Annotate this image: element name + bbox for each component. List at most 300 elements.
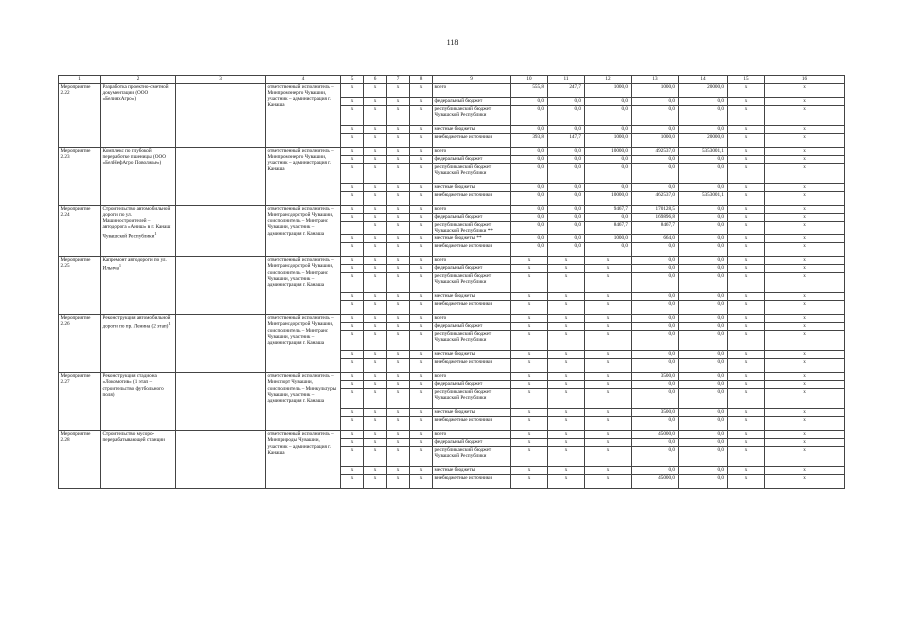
col-7-cell: x <box>387 222 410 235</box>
col-10-value: x <box>511 447 548 467</box>
col-12-value: x <box>585 431 632 439</box>
page-number: 118 <box>446 38 459 47</box>
col-12-value: x <box>585 359 632 373</box>
col-6-cell: x <box>364 417 387 431</box>
table-row <box>59 373 845 381</box>
funding-source: местные бюджеты <box>433 126 511 134</box>
funding-source: всего <box>433 315 511 323</box>
measure-code: Мероприятие 2.26 <box>59 315 101 373</box>
funding-source: местные бюджеты <box>433 293 511 301</box>
col-16-value: x <box>765 235 845 243</box>
col-11-value: x <box>548 439 585 447</box>
col-12-value: x <box>585 315 632 323</box>
col-13-value: 0,0 <box>632 184 679 192</box>
col-13-value: 169896,8 <box>632 214 679 222</box>
col-6-cell: x <box>364 447 387 467</box>
col-11-value: 0,0 <box>548 235 585 243</box>
col-16-value: x <box>765 447 845 467</box>
col-10-value: x <box>511 273 548 293</box>
col-15-value: x <box>728 323 765 331</box>
col-15-value: x <box>728 126 765 134</box>
col-14-value: 0,0 <box>679 257 728 265</box>
col-10-value: 0,0 <box>511 235 548 243</box>
col-12-value: x <box>585 447 632 467</box>
col-15-value: x <box>728 106 765 126</box>
col-16-value: x <box>765 373 845 381</box>
col-8-cell: x <box>410 257 433 265</box>
col-7-cell: x <box>387 331 410 351</box>
col-13-value: 0,0 <box>632 389 679 409</box>
col-5-cell: x <box>341 214 364 222</box>
col-15-value: x <box>728 214 765 222</box>
measure-executor: ответственный исполнитель – Минспорт Чувашии, соисполнитель – Минкультуры Чувашии, участник – администрация г. Канаша <box>266 373 341 431</box>
col-16-value: x <box>765 243 845 257</box>
column-number-cell: 1 <box>59 76 101 84</box>
col-8-cell: x <box>410 417 433 431</box>
col-16-value: x <box>765 98 845 106</box>
col-11-value: 0,0 <box>548 222 585 235</box>
col-5-cell: x <box>341 273 364 293</box>
col-12-value: 8467,7 <box>585 222 632 235</box>
col-6-cell: x <box>364 359 387 373</box>
measure-col-3 <box>176 206 266 257</box>
measure-executor: ответственный исполнитель – Минтрансдорстрой Чувашии, соисполнитель – Минтранс Чувашии, участник – администрация г. Канаша <box>266 315 341 373</box>
funding-source: всего <box>433 257 511 265</box>
funding-source: местные бюджеты <box>433 409 511 417</box>
col-11-value: x <box>548 359 585 373</box>
col-7-cell: x <box>387 439 410 447</box>
col-16-value: x <box>765 222 845 235</box>
col-15-value: x <box>728 351 765 359</box>
col-12-value: x <box>585 273 632 293</box>
col-11-value: 0,0 <box>548 184 585 192</box>
col-14-value: 20000,0 <box>679 84 728 98</box>
col-5-cell: x <box>341 323 364 331</box>
col-8-cell: x <box>410 265 433 273</box>
col-11-value: x <box>548 265 585 273</box>
col-14-value: 0,0 <box>679 265 728 273</box>
col-5-cell: x <box>341 98 364 106</box>
measure-name <box>101 257 176 315</box>
col-12-value: x <box>585 301 632 315</box>
col-10-value: x <box>511 373 548 381</box>
col-12-value: x <box>585 265 632 273</box>
col-11-value: x <box>548 301 585 315</box>
col-10-value: 0,0 <box>511 126 548 134</box>
col-5-cell: x <box>341 84 364 98</box>
measure-name <box>101 373 176 431</box>
col-7-cell: x <box>387 265 410 273</box>
funding-source: всего <box>433 373 511 381</box>
col-6-cell: x <box>364 156 387 164</box>
col-13-value: 462537,0 <box>632 192 679 206</box>
measure-col-3 <box>176 431 266 489</box>
table-row <box>59 431 845 439</box>
column-number-cell: 8 <box>410 76 433 84</box>
col-14-value: 0,0 <box>679 331 728 351</box>
funding-source: республиканский бюджет Чувашской Республики <box>433 273 511 293</box>
col-16-value: x <box>765 293 845 301</box>
col-16-value: x <box>765 409 845 417</box>
col-11-value: 0,0 <box>548 214 585 222</box>
col-13-value: 0,0 <box>632 331 679 351</box>
col-12-value: x <box>585 331 632 351</box>
col-15-value: x <box>728 475 765 489</box>
col-16-value: x <box>765 475 845 489</box>
col-10-value: x <box>511 409 548 417</box>
column-number-cell: 14 <box>679 76 728 84</box>
measure-executor: ответственный исполнитель – Минпромэнерго Чувашии, участник – администрация г. Канаша <box>266 148 341 206</box>
col-5-cell: x <box>341 417 364 431</box>
col-14-value: 0,0 <box>679 381 728 389</box>
col-6-cell: x <box>364 206 387 214</box>
measure-name <box>101 148 176 206</box>
funding-source: республиканский бюджет Чувашской Республики <box>433 331 511 351</box>
col-10-value: x <box>511 381 548 389</box>
col-8-cell: x <box>410 106 433 126</box>
col-16-value: x <box>765 156 845 164</box>
col-13-value: 0,0 <box>632 447 679 467</box>
col-5-cell: x <box>341 164 364 184</box>
funding-source: федеральный бюджет <box>433 156 511 164</box>
col-15-value: x <box>728 331 765 351</box>
col-5-cell: x <box>341 126 364 134</box>
col-8-cell: x <box>410 156 433 164</box>
funding-source: внебюджетные источники <box>433 417 511 431</box>
col-5-cell: x <box>341 467 364 475</box>
col-14-value: 0,0 <box>679 214 728 222</box>
funding-source: федеральный бюджет <box>433 98 511 106</box>
col-16-value: x <box>765 323 845 331</box>
column-number-cell: 10 <box>511 76 548 84</box>
col-7-cell: x <box>387 447 410 467</box>
col-7-cell: x <box>387 323 410 331</box>
col-7-cell: x <box>387 257 410 265</box>
col-7-cell: x <box>387 84 410 98</box>
col-13-value: 0,0 <box>632 467 679 475</box>
col-6-cell: x <box>364 106 387 126</box>
col-5-cell: x <box>341 106 364 126</box>
measure-code: Мероприятие 2.23 <box>59 148 101 206</box>
col-8-cell: x <box>410 273 433 293</box>
col-12-value: 0,0 <box>585 106 632 126</box>
col-5-cell: x <box>341 351 364 359</box>
col-5-cell: x <box>341 293 364 301</box>
col-11-value: 0,0 <box>548 126 585 134</box>
col-8-cell: x <box>410 381 433 389</box>
measure-name-text: Строительство автомобильной дороги по ул. Машиностроителей – автодорога «Аниш» в г. Канаш Чувашской Республики <box>102 206 171 240</box>
funding-source: республиканский бюджет Чувашской Республики <box>433 389 511 409</box>
col-5-cell: x <box>341 301 364 315</box>
col-6-cell: x <box>364 323 387 331</box>
col-10-value: 0,0 <box>511 222 548 235</box>
col-8-cell: x <box>410 373 433 381</box>
col-7-cell: x <box>387 417 410 431</box>
col-10-value: x <box>511 265 548 273</box>
col-8-cell: x <box>410 389 433 409</box>
col-7-cell: x <box>387 351 410 359</box>
col-11-value: x <box>548 293 585 301</box>
col-8-cell: x <box>410 243 433 257</box>
col-12-value: 1000,0 <box>585 235 632 243</box>
col-6-cell: x <box>364 184 387 192</box>
col-10-value: x <box>511 293 548 301</box>
col-13-value: 0,0 <box>632 164 679 184</box>
col-13-value: 3500,0 <box>632 409 679 417</box>
col-14-value: 0,0 <box>679 447 728 467</box>
col-13-value: 0,0 <box>632 257 679 265</box>
col-14-value: 5353001,1 <box>679 192 728 206</box>
col-15-value: x <box>728 257 765 265</box>
funding-source: всего <box>433 148 511 156</box>
col-16-value: x <box>765 273 845 293</box>
table-row <box>59 315 845 323</box>
col-14-value: 0,0 <box>679 206 728 214</box>
col-12-value: 0,0 <box>585 243 632 257</box>
col-13-value: 0,0 <box>632 417 679 431</box>
col-15-value: x <box>728 84 765 98</box>
col-15-value: x <box>728 359 765 373</box>
measure-name <box>101 206 176 257</box>
col-13-value: 1000,0 <box>632 134 679 148</box>
col-16-value: x <box>765 214 845 222</box>
measure-code: Мероприятие 2.27 <box>59 373 101 431</box>
measure-code: Мероприятие 2.22 <box>59 84 101 148</box>
funding-source: федеральный бюджет <box>433 323 511 331</box>
col-5-cell: x <box>341 331 364 351</box>
col-16-value: x <box>765 351 845 359</box>
column-number-cell: 16 <box>765 76 845 84</box>
col-14-value: 0,0 <box>679 409 728 417</box>
col-12-value: 9467,7 <box>585 206 632 214</box>
col-10-value: 0,0 <box>511 243 548 257</box>
funding-source: республиканский бюджет Чувашской Республики <box>433 106 511 126</box>
col-6-cell: x <box>364 192 387 206</box>
col-13-value: 0,0 <box>632 301 679 315</box>
col-13-value: 0,0 <box>632 106 679 126</box>
col-12-value: x <box>585 467 632 475</box>
col-6-cell: x <box>364 389 387 409</box>
col-8-cell: x <box>410 84 433 98</box>
col-15-value: x <box>728 148 765 156</box>
funding-source: республиканский бюджет Чувашской Республики ** <box>433 222 511 235</box>
column-number-cell: 7 <box>387 76 410 84</box>
col-13-value: 0,0 <box>632 315 679 323</box>
col-8-cell: x <box>410 467 433 475</box>
col-15-value: x <box>728 265 765 273</box>
col-11-value: x <box>548 273 585 293</box>
measure-code: Мероприятие 2.25 <box>59 257 101 315</box>
col-11-value: x <box>548 409 585 417</box>
measure-executor: ответственный исполнитель – Минприроды Чувашии, участник – администрация г. Канаша <box>266 431 341 489</box>
col-12-value: 0,0 <box>585 98 632 106</box>
col-16-value: x <box>765 417 845 431</box>
col-12-value: 10000,0 <box>585 192 632 206</box>
col-13-value: 0,0 <box>632 156 679 164</box>
col-12-value: x <box>585 417 632 431</box>
col-15-value: x <box>728 243 765 257</box>
col-14-value: 0,0 <box>679 359 728 373</box>
col-5-cell: x <box>341 184 364 192</box>
col-11-value: 0,0 <box>548 192 585 206</box>
col-10-value: x <box>511 323 548 331</box>
col-11-value: 147,7 <box>548 134 585 148</box>
funding-source: внебюджетные источники <box>433 192 511 206</box>
col-11-value: x <box>548 417 585 431</box>
col-15-value: x <box>728 439 765 447</box>
col-6-cell: x <box>364 148 387 156</box>
budget-table <box>58 75 845 489</box>
table-body <box>59 76 845 489</box>
col-7-cell: x <box>387 235 410 243</box>
measure-name-text: Реконструкция стадиона «Локомотив» (1 этап – строительство футбольного поля) <box>102 373 164 398</box>
col-7-cell: x <box>387 373 410 381</box>
measure-executor: ответственный исполнитель – Минтрансдорстрой Чувашии, соисполнитель – Минтранс Чувашии, участник – администрация г. Канаша <box>266 206 341 257</box>
col-10-value: 393,8 <box>511 134 548 148</box>
col-6-cell: x <box>364 126 387 134</box>
col-8-cell: x <box>410 184 433 192</box>
col-6-cell: x <box>364 134 387 148</box>
col-11-value: x <box>548 381 585 389</box>
col-5-cell: x <box>341 192 364 206</box>
col-11-value: x <box>548 467 585 475</box>
col-6-cell: x <box>364 222 387 235</box>
col-12-value: x <box>585 381 632 389</box>
column-number-cell: 3 <box>176 76 266 84</box>
col-13-value: 0,0 <box>632 126 679 134</box>
col-13-value: 0,0 <box>632 265 679 273</box>
col-8-cell: x <box>410 222 433 235</box>
col-14-value: 0,0 <box>679 293 728 301</box>
col-10-value: x <box>511 389 548 409</box>
col-11-value: 0,0 <box>548 243 585 257</box>
col-7-cell: x <box>387 98 410 106</box>
column-number-cell: 5 <box>341 76 364 84</box>
col-12-value: x <box>585 293 632 301</box>
col-8-cell: x <box>410 192 433 206</box>
col-15-value: x <box>728 184 765 192</box>
col-8-cell: x <box>410 301 433 315</box>
col-15-value: x <box>728 164 765 184</box>
measure-name <box>101 431 176 489</box>
funding-source: внебюджетные источники <box>433 243 511 257</box>
col-10-value: 0,0 <box>511 156 548 164</box>
col-14-value: 0,0 <box>679 467 728 475</box>
col-7-cell: x <box>387 389 410 409</box>
col-10-value: 0,0 <box>511 164 548 184</box>
measure-col-3 <box>176 148 266 206</box>
funding-source: всего <box>433 431 511 439</box>
col-8-cell: x <box>410 475 433 489</box>
col-8-cell: x <box>410 235 433 243</box>
column-number-row <box>59 76 845 84</box>
col-15-value: x <box>728 206 765 214</box>
col-14-value: 0,0 <box>679 235 728 243</box>
funding-source: местные бюджеты <box>433 467 511 475</box>
col-7-cell: x <box>387 315 410 323</box>
col-16-value: x <box>765 206 845 214</box>
col-16-value: x <box>765 315 845 323</box>
col-7-cell: x <box>387 148 410 156</box>
col-16-value: x <box>765 359 845 373</box>
col-6-cell: x <box>364 235 387 243</box>
column-number-cell: 12 <box>585 76 632 84</box>
measure-name-text: Комплекс по глубокой переработке пшеницы (ООО «БелНефАгро Поволжье») <box>102 148 166 167</box>
measure-name-text: Капремонт автодороги по ул. Ильича <box>102 257 167 273</box>
col-7-cell: x <box>387 126 410 134</box>
col-8-cell: x <box>410 431 433 439</box>
col-13-value: 0,0 <box>632 293 679 301</box>
col-6-cell: x <box>364 301 387 315</box>
col-7-cell: x <box>387 184 410 192</box>
col-15-value: x <box>728 381 765 389</box>
col-6-cell: x <box>364 98 387 106</box>
col-5-cell: x <box>341 475 364 489</box>
col-5-cell: x <box>341 265 364 273</box>
col-13-value: 170128,5 <box>632 206 679 214</box>
col-10-value: 0,0 <box>511 214 548 222</box>
col-7-cell: x <box>387 475 410 489</box>
col-14-value: 5353001,1 <box>679 148 728 156</box>
col-15-value: x <box>728 134 765 148</box>
measure-col-3 <box>176 257 266 315</box>
col-14-value: 0,0 <box>679 389 728 409</box>
col-11-value: x <box>548 323 585 331</box>
col-16-value: x <box>765 184 845 192</box>
column-number-cell: 6 <box>364 76 387 84</box>
col-6-cell: x <box>364 475 387 489</box>
col-6-cell: x <box>364 315 387 323</box>
col-6-cell: x <box>364 273 387 293</box>
measure-col-3 <box>176 84 266 148</box>
col-6-cell: x <box>364 351 387 359</box>
col-5-cell: x <box>341 373 364 381</box>
col-8-cell: x <box>410 126 433 134</box>
funding-source: местные бюджеты <box>433 184 511 192</box>
col-8-cell: x <box>410 164 433 184</box>
col-13-value: 0,0 <box>632 273 679 293</box>
col-14-value: 0,0 <box>679 323 728 331</box>
footnote-marker: 1 <box>118 263 122 269</box>
col-14-value: 20000,0 <box>679 134 728 148</box>
funding-source: всего <box>433 84 511 98</box>
col-15-value: x <box>728 273 765 293</box>
col-13-value: 3500,0 <box>632 373 679 381</box>
col-7-cell: x <box>387 243 410 257</box>
col-14-value: 0,0 <box>679 475 728 489</box>
column-number-cell: 2 <box>101 76 176 84</box>
funding-source: федеральный бюджет <box>433 214 511 222</box>
col-5-cell: x <box>341 235 364 243</box>
measure-name-text: Строительство мусоро-перерабатывающей станции <box>102 431 165 444</box>
col-16-value: x <box>765 381 845 389</box>
col-7-cell: x <box>387 214 410 222</box>
column-number-cell: 9 <box>433 76 511 84</box>
col-5-cell <box>341 222 364 235</box>
col-15-value: x <box>728 156 765 164</box>
col-11-value: 0,0 <box>548 156 585 164</box>
col-13-value: 492537,0 <box>632 148 679 156</box>
col-7-cell: x <box>387 293 410 301</box>
footnote-marker: 1 <box>168 321 171 327</box>
col-14-value: 0,0 <box>679 417 728 431</box>
col-5-cell: x <box>341 389 364 409</box>
col-16-value: x <box>765 192 845 206</box>
col-8-cell: x <box>410 206 433 214</box>
col-14-value: 0,0 <box>679 373 728 381</box>
col-10-value: x <box>511 301 548 315</box>
col-14-value: 0,0 <box>679 106 728 126</box>
